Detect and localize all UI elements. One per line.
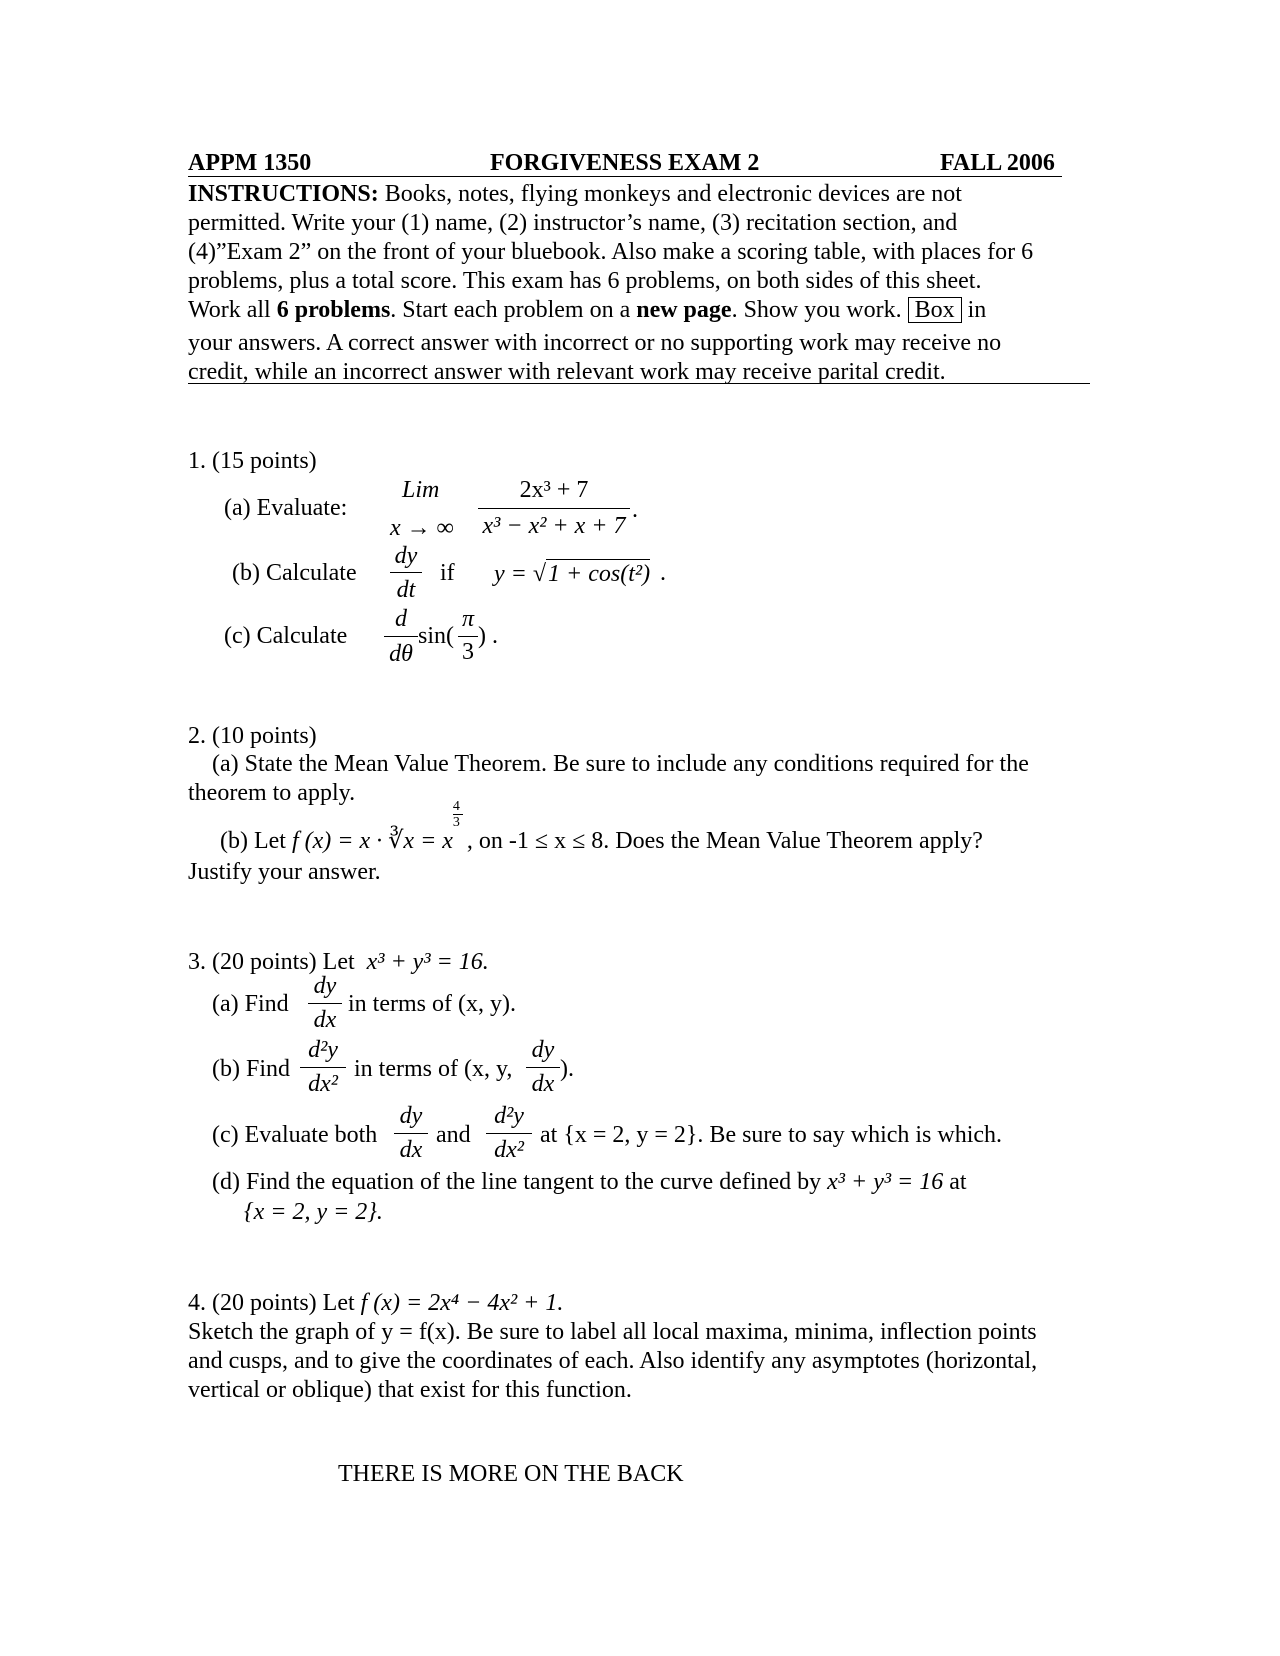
- problem-3a-label: (a) Find: [212, 991, 289, 1017]
- pi-numerator: π: [461, 606, 475, 632]
- course-code: APPM 1350: [188, 150, 312, 176]
- limit-period: .: [632, 497, 638, 523]
- 3c-bar-1: [394, 1133, 428, 1134]
- problem-1b-label: (b) Calculate: [232, 560, 357, 586]
- sqrt-expression: y = √1 + cos(t²): [494, 561, 651, 587]
- problem-2b-line-2: Justify your answer.: [188, 859, 381, 885]
- problem-4-line-2: and cusps, and to give the coordinates of each. Also identify any asymptotes (horizontal,: [188, 1348, 1038, 1374]
- dy-numerator: dy: [394, 543, 418, 569]
- problem-3c-label: (c) Evaluate both: [212, 1122, 378, 1148]
- three-denominator: 3: [462, 639, 474, 665]
- problem-3a-post: in terms of (x, y).: [348, 991, 516, 1017]
- problem-2b-line-1: (b) Let f (x) = x · ∛x = x $\frac{4}{3}$ , on -1 ≤ x ≤ 8. Does the Mean Value Theorem apply?: [220, 799, 983, 854]
- problem-3-heading: 3. (20 points) Let x³ + y³ = 16.: [188, 949, 489, 975]
- instructions-line-3: (4)”Exam 2” on the front of your bluebook. Also make a scoring table, with places for 6: [188, 239, 1034, 265]
- problem-3b-close: ).: [560, 1056, 574, 1082]
- problem-4-heading: 4. (20 points) Let f (x) = 2x⁴ − 4x² + 1.: [188, 1290, 564, 1316]
- problem-3d-line-1: (d) Find the equation of the line tangent to the curve defined by x³ + y³ = 16 at: [212, 1169, 967, 1195]
- problem-1c-label: (c) Calculate: [224, 623, 348, 649]
- dt-denominator: dt: [396, 577, 416, 603]
- 3c-and: and: [436, 1122, 471, 1148]
- 3b-bar-2: [526, 1067, 560, 1068]
- dtheta-denominator: dθ: [389, 641, 413, 667]
- exam-term: FALL 2006: [940, 150, 1055, 176]
- header-underline: [188, 176, 1062, 177]
- d-numerator: d: [395, 606, 407, 632]
- 3c-dx: dx: [399, 1137, 423, 1163]
- more-on-back-note: THERE IS MORE ON THE BACK: [338, 1461, 684, 1487]
- dy-dt-bar: [390, 572, 422, 573]
- limit-denominator: x³ − x² + x + 7: [482, 513, 626, 539]
- limit-fraction-bar: [478, 508, 630, 509]
- problem-3b-label: (b) Find: [212, 1056, 290, 1082]
- problem-4-line-3: vertical or oblique) that exist for this function.: [188, 1377, 632, 1403]
- problem-2a-line-1: (a) State the Mean Value Theorem. Be sure to include any conditions required for the: [212, 751, 1029, 777]
- limit-numerator: 2x³ + 7: [519, 477, 589, 503]
- problem-2-heading: 2. (10 points): [188, 723, 317, 749]
- problem-1-heading: 1. (15 points): [188, 448, 317, 474]
- exam-title: FORGIVENESS EXAM 2: [490, 150, 760, 176]
- sin-word: sin(: [418, 623, 454, 649]
- pi-over-3-bar: [458, 636, 478, 637]
- 3c-bar-2: [486, 1133, 532, 1134]
- 3b-d2y: d²y: [308, 1037, 338, 1063]
- problem-3d-line-2: {x = 2, y = 2}.: [244, 1199, 383, 1225]
- instructions-line-1: INSTRUCTIONS: Books, notes, flying monkeys and electronic devices are not: [188, 181, 962, 207]
- 3b-dx2: dx²: [308, 1071, 338, 1097]
- problem-4-line-1: Sketch the graph of y = f(x). Be sure to label all local maxima, minima, inflection points: [188, 1319, 1037, 1345]
- problem-3b-post: in terms of (x, y,: [354, 1056, 513, 1082]
- problem-3c-post: at {x = 2, y = 2}. Be sure to say which is which.: [540, 1122, 1003, 1148]
- 3b-dx: dx: [531, 1071, 555, 1097]
- instructions-line-4: problems, plus a total score. This exam has 6 problems, on both sides of this sheet.: [188, 268, 982, 294]
- instructions-underline: [188, 383, 1090, 384]
- exponent-4-3: $\frac{4}{3}$: [453, 838, 467, 848]
- 3a-dy: dy: [313, 973, 337, 999]
- limit-word: Lim: [402, 477, 440, 503]
- 3b-dy: dy: [531, 1037, 555, 1063]
- limit-subscript: x → ∞: [390, 515, 454, 541]
- 3c-dx2: dx²: [494, 1137, 524, 1163]
- 3a-dx: dx: [313, 1007, 337, 1033]
- sin-close: ) .: [478, 623, 498, 649]
- if-word: if: [440, 560, 455, 586]
- instructions-line-5: Work all 6 problems. Start each problem on a new page. Show you work. Box in: [188, 297, 987, 323]
- sqrt-period: .: [660, 560, 666, 586]
- 3c-d2y: d²y: [494, 1103, 524, 1129]
- 3c-dy: dy: [399, 1103, 423, 1129]
- instructions-line-2: permitted. Write your (1) name, (2) instructor’s name, (3) recitation section, and: [188, 210, 958, 236]
- instructions-line-7: credit, while an incorrect answer with relevant work may receive parital credit.: [188, 359, 946, 385]
- problem-2a-line-2: theorem to apply.: [188, 780, 356, 806]
- instructions-line-6: your answers. A correct answer with incorrect or no supporting work may receive no: [188, 330, 1002, 356]
- problem-1a-label: (a) Evaluate:: [224, 495, 348, 521]
- 3b-bar: [300, 1067, 346, 1068]
- 3a-bar: [308, 1003, 342, 1004]
- d-dtheta-bar: [384, 636, 418, 637]
- box-word: Box: [908, 297, 962, 323]
